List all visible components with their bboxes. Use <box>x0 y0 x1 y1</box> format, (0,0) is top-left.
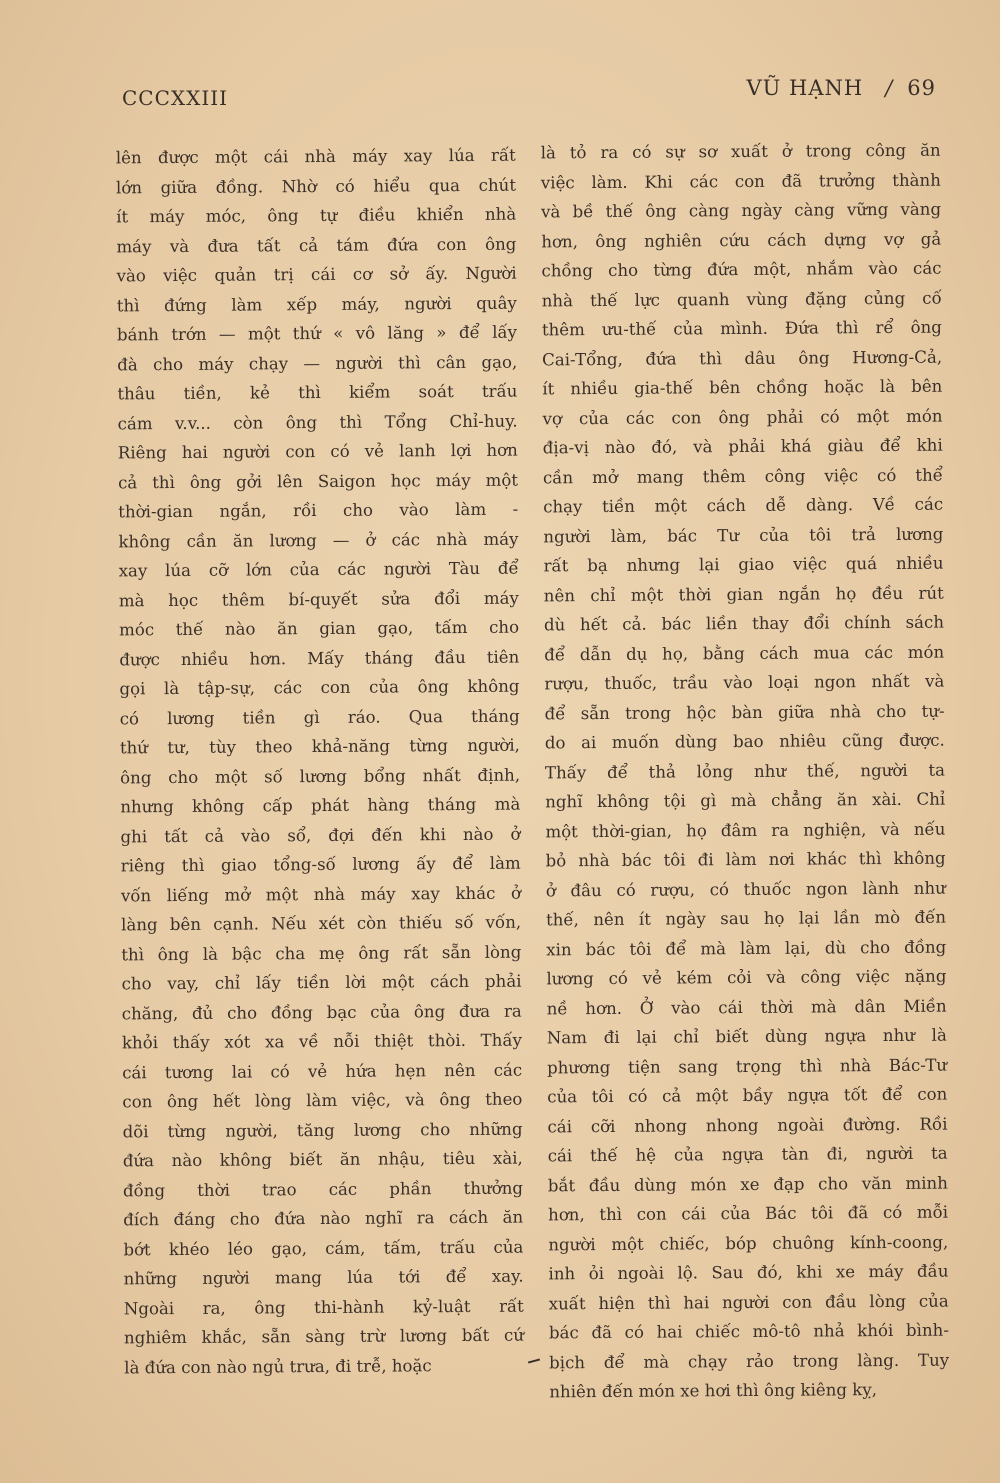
text-line: ghi tất cả vào sổ, đợi đến khi nào ở <box>120 824 521 846</box>
text-line: đứa nào không biết ăn nhậu, tiêu xài, <box>122 1148 523 1171</box>
text-line: máy và đưa tất cả tám đứa con ông <box>116 234 517 256</box>
text-line: dõi từng người, tăng lương cho những <box>122 1119 523 1141</box>
text-line: mà học thêm bí-quyết sửa đổi máy <box>118 588 519 610</box>
text-line: ông cho một số lương bổng nhất định, <box>120 765 521 787</box>
text-line: nhưng không cấp phát hàng tháng mà <box>120 794 521 817</box>
text-line: lớn giữa đồng. Nhờ có hiểu qua chút <box>115 175 517 197</box>
text-line: hơn, ông nghiên cứu cách dựng vợ gả <box>541 229 942 251</box>
text-line: đồng thời trao các phần thưởng <box>122 1178 524 1200</box>
text-line: Nam đi lại chỉ biết dùng ngựa như là <box>546 1025 947 1048</box>
text-line: chăng, đủ cho đồng bạc của ông đưa ra <box>121 1001 522 1023</box>
text-line: khỏi thấy xót xa về nỗi thiệt thòi. Thấy <box>121 1030 523 1053</box>
text-line: do ai muốn dùng bao nhiêu cũng được. <box>544 730 945 753</box>
text-line: thì ông là bậc cha mẹ ông rất sẵn lòng <box>121 942 522 964</box>
text-line: Riêng hai người con có vẻ lanh lợi hơn <box>117 440 518 463</box>
text-line: thời-gian ngắn, rồi cho vào làm - <box>118 499 519 522</box>
text-line: được nhiều hơn. Mấy tháng đầu tiên <box>119 647 520 669</box>
text-line: thì đứng làm xếp máy, người quây <box>116 293 517 315</box>
text-line: Cai-Tổng, đứa thì dâu ông Hương-Cả, <box>542 347 943 369</box>
text-line: có lương tiền gì ráo. Qua tháng <box>119 706 520 728</box>
text-line: cho vay, chỉ lấy tiền lời một cách phải <box>121 971 522 994</box>
text-line: những người mang lúa tới để xay. <box>123 1266 524 1289</box>
text-line: bỏ nhà bác tôi đi làm nơi khác thì không <box>545 848 946 871</box>
text-line: là đứa con nào ngủ trưa, đi trễ, hoặc <box>124 1355 432 1377</box>
text-line: Ngoài ra, ông thi-hành kỷ-luật rất <box>123 1296 524 1318</box>
text-line: thứ tư, tùy theo khả-năng từng người, <box>119 735 520 758</box>
text-line: thế, nên ít ngày sau họ lại lần mò đến <box>545 907 947 930</box>
text-line: lên được một cái nhà máy xay lúa rất <box>115 145 516 168</box>
text-line: cả thì ông gởi lên Saigon học máy một <box>117 470 519 492</box>
text-line: để dẫn dụ họ, bằng cách mua các món <box>544 642 945 664</box>
text-line: thêm ưu-thế của mình. Đứa thì rể ông <box>541 317 942 340</box>
text-line: là tỏ ra có sự sơ xuất ở trong công ăn <box>540 140 941 163</box>
text-line: nên chỉ một thời gian ngắn họ đều rút <box>543 583 944 605</box>
text-line: ít nhiều gia-thế bên chồng hoặc là bên <box>542 376 943 399</box>
text-line: một thời-gian, họ đâm ra nghiện, và nếu <box>545 819 946 841</box>
text-line: con ông hết lòng làm việc, và ông theo <box>122 1089 523 1112</box>
header-author-page <box>746 76 936 100</box>
text-line: chạy tiền một cách dễ dàng. Về các <box>543 494 944 517</box>
text-line: phương tiện sang trọng thì nhà Bác-Tư <box>546 1055 948 1077</box>
text-line: chồng cho từng đứa một, nhắm vào các <box>541 258 942 281</box>
ink-mark <box>528 1358 540 1363</box>
text-line: xay lúa cỡ lớn của các người Tàu để <box>118 558 519 581</box>
text-line: hơn, thì con cái của Bác tôi đã có mỗi <box>548 1202 949 1225</box>
text-line: vốn liếng mở một nhà máy xay khác ở <box>120 883 521 905</box>
header-author: VŨ HẠNH <box>746 76 864 100</box>
text-line: đà cho máy chạy — người thì cân gạo, <box>117 352 518 374</box>
text-line: làng bên cạnh. Nếu xét còn thiếu số vốn, <box>121 912 522 935</box>
text-line: Thấy để thả lỏng như thế, người ta <box>544 760 946 782</box>
header-separator: / <box>885 76 894 100</box>
text-line: thâu tiền, kẻ thì kiểm soát trấu <box>117 381 518 404</box>
text-line: để sẵn trong hộc bàn giữa nhà cho tự- <box>544 701 945 723</box>
text-line: gọi là tập-sự, các con của ông không <box>119 676 520 699</box>
text-line: nhiên đến món xe hơi thì ông kiêng kỵ, <box>549 1380 878 1402</box>
text-line: vợ của các con ông phải có một món <box>542 406 943 428</box>
text-line: riêng thì giao tổng-số lương ấy để làm <box>120 853 521 876</box>
text-line: và bề thế ông càng ngày càng vững vàng <box>541 199 942 222</box>
header-issue-number: CCCXXIII <box>122 86 229 110</box>
text-line: nghiêm khắc, sẵn sàng trừ lương bất cứ <box>123 1325 525 1348</box>
right-text-column <box>541 136 950 1407</box>
text-line: cái cỡi nhong nhong ngoài đường. Rồi <box>547 1114 948 1136</box>
text-line: ít máy móc, ông tự điều khiển nhà <box>116 204 517 227</box>
text-line: bớt khéo léo gạo, cám, tấm, trấu của <box>123 1237 524 1259</box>
text-line: xin bác tôi để mà làm lại, dù cho đồng <box>546 937 947 959</box>
text-line: nghĩ không tội gì mà chẳng ăn xài. Chỉ <box>545 789 946 812</box>
text-line: rượu, thuốc, trầu vào loại ngon nhất và <box>544 671 945 694</box>
text-line: người làm, bác Tư của tôi trả lương <box>543 524 944 546</box>
text-line: ở đâu có rượu, có thuốc ngon lành như <box>545 878 946 900</box>
text-line: lương có vẻ kém cỏi và công việc nặng <box>546 966 947 989</box>
page-number: 69 <box>907 76 936 100</box>
text-line: cái tương lai có vẻ hứa hẹn nên các <box>122 1060 523 1082</box>
text-line: móc thế nào ăn gian gạo, tấm cho <box>119 617 520 640</box>
text-line: bắt đầu dùng món xe đạp cho văn minh <box>547 1173 948 1195</box>
text-line: không cần ăn lương — ở các nhà máy <box>118 529 519 551</box>
text-line: bịch để mà chạy rảo trong làng. Tuy <box>549 1350 950 1372</box>
text-line: cái thế hệ của ngựa tàn đi, người ta <box>547 1143 948 1166</box>
text-line: cần mở mang thêm công việc có thể <box>542 465 944 487</box>
text-line: vào việc quản trị cái cơ sở ấy. Người <box>116 263 517 286</box>
text-line: bác đã có hai chiếc mô-tô nhả khói bình- <box>548 1320 949 1343</box>
page-header <box>0 76 1000 116</box>
text-line: xuất hiện thì hai người con đầu lòng của <box>548 1291 949 1313</box>
text-line: địa-vị nào đó, và phải khá giàu để khi <box>542 435 943 458</box>
text-line: cám v.v... còn ông thì Tổng Chỉ-huy. <box>117 411 518 433</box>
text-line: dù hết cả. bác liền thay đổi chính sách <box>543 612 945 635</box>
text-line: nhà thế lực quanh vùng đặng củng cố <box>541 288 942 310</box>
text-line: của tôi có cả một bầy ngựa tốt để con <box>547 1084 948 1107</box>
text-line: người một chiếc, bóp chuông kính-coong, <box>548 1232 949 1254</box>
text-line: việc làm. Khi các con đã trưởng thành <box>540 170 941 192</box>
text-line: bánh trớn — một thứ « vô lăng » để lấy <box>116 322 518 345</box>
left-text-column <box>116 141 525 1383</box>
text-line: inh ỏi ngoài lộ. Sau đó, khi xe máy đầu <box>548 1261 949 1284</box>
text-line: nề hơn. Ở vào cái thời mà dân Miền <box>546 996 947 1018</box>
text-line: rất bạ nhưng lại giao việc quá nhiều <box>543 553 944 576</box>
text-line: đích đáng cho đứa nào nghĩ ra cách ăn <box>123 1207 524 1230</box>
